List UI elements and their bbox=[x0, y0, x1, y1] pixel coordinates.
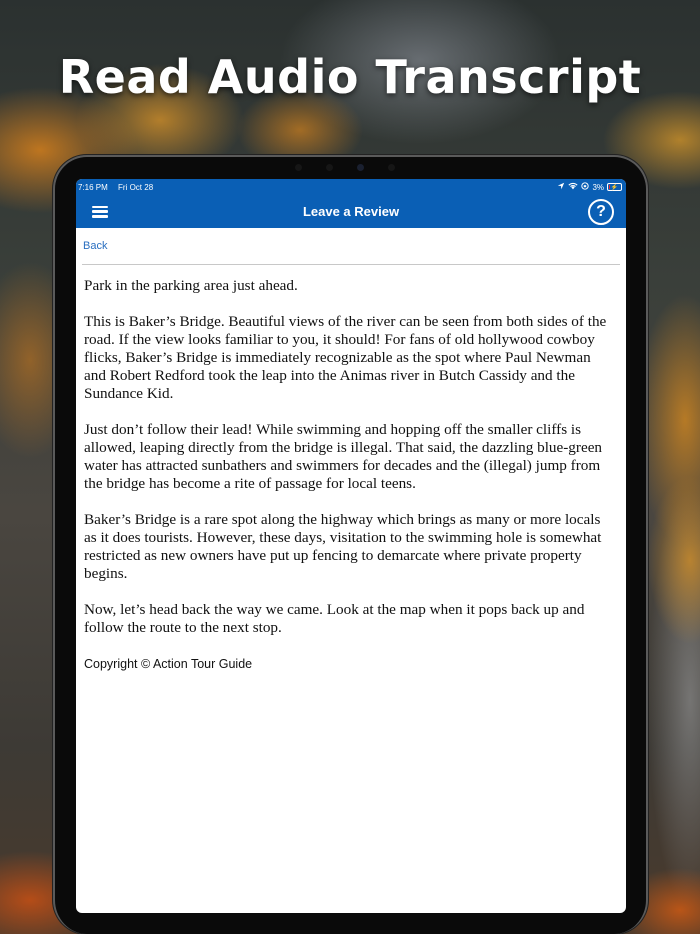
back-link[interactable]: Back bbox=[83, 240, 108, 252]
battery-icon bbox=[607, 183, 622, 191]
camera-lens-icon bbox=[357, 164, 364, 171]
transcript-paragraph: Just don’t follow their lead! While swimming and hopping off the smaller cliffs is allowed, leaping directly from the bridge is illegal. That said, the dazzling blue-green water has attracted sunbathers and swimmers for decades and the (illegal) jump from the bridge has become a rite of passage for local teens. bbox=[84, 421, 603, 492]
sensor-icon bbox=[295, 164, 302, 171]
status-date: Fri Oct 28 bbox=[118, 182, 154, 192]
page-title: Leave a Review bbox=[302, 204, 400, 219]
back-row bbox=[82, 228, 620, 265]
hamburger-icon bbox=[92, 210, 108, 213]
nav-bar bbox=[76, 195, 626, 228]
hamburger-icon bbox=[92, 206, 108, 209]
screen-lock-icon bbox=[581, 182, 589, 192]
app-screen bbox=[76, 179, 626, 913]
hamburger-menu-button[interactable] bbox=[92, 206, 108, 218]
charging-bolt-icon: ⚡ bbox=[610, 184, 619, 191]
hamburger-icon bbox=[92, 215, 108, 218]
help-button[interactable] bbox=[588, 199, 614, 225]
front-camera-bar bbox=[295, 163, 395, 171]
sensor-icon bbox=[326, 164, 333, 171]
wifi-icon bbox=[568, 182, 578, 192]
transcript-paragraph: Park in the parking area just ahead. bbox=[84, 277, 298, 294]
status-right bbox=[557, 182, 622, 192]
copyright-text: Copyright © Action Tour Guide bbox=[84, 657, 253, 671]
status-time: 7:16 PM bbox=[78, 182, 108, 192]
status-left bbox=[78, 183, 161, 192]
battery-percent: 3% bbox=[592, 182, 604, 192]
transcript-body bbox=[76, 265, 626, 637]
tablet-device-frame bbox=[53, 155, 648, 934]
location-icon bbox=[557, 182, 565, 192]
transcript-paragraph: Now, let’s head back the way we came. Look at the map when it pops back up and follow the route to the next stop. bbox=[84, 601, 585, 636]
help-icon: ? bbox=[596, 202, 606, 220]
marketing-headline: Read Audio Transcript bbox=[58, 50, 642, 104]
status-bar bbox=[76, 179, 626, 195]
sensor-icon bbox=[388, 164, 395, 171]
transcript-paragraph: Baker’s Bridge is a rare spot along the highway which brings as many or more locals as it does tourists. However, these days, visitation to the swimming hole is somewhat restricted as new owners have put up fencing to demarcate where private property begins. bbox=[84, 511, 602, 582]
transcript-paragraph: This is Baker’s Bridge. Beautiful views of the river can be seen from both sides of the road. If the view looks familiar to you, it should! For fans of old hollywood cowboy flicks, Baker’s Bridge is immediately recognizable as the spot where Paul Newman and Robert Redford took the leap into the Animas river in Butch Cassidy and the Sundance Kid. bbox=[84, 313, 607, 402]
